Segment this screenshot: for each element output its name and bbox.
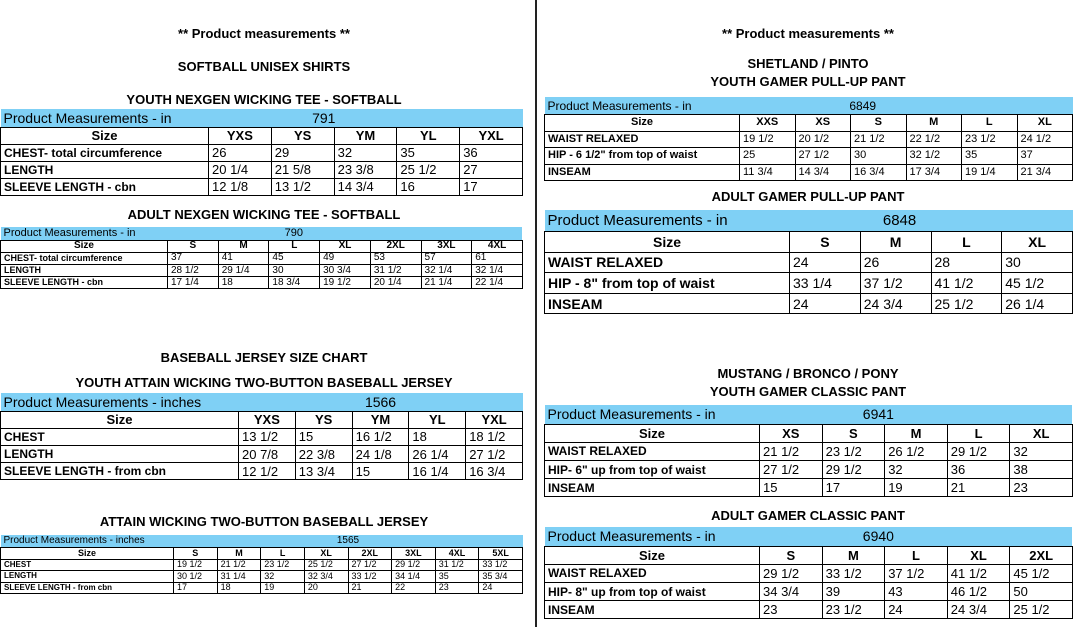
table-cell: 14 3/4: [334, 178, 397, 195]
adult-classic-title: ADULT GAMER CLASSIC PANT: [711, 508, 905, 523]
table-cell: 23: [1010, 479, 1073, 497]
table-row: [1, 559, 523, 571]
table-cell: 18: [217, 582, 261, 594]
table-cell: 36: [947, 461, 1010, 479]
size-column-header: XL: [320, 240, 371, 252]
size-column-header: YS: [295, 411, 352, 428]
column-divider: [535, 0, 537, 627]
table-cell: 33 1/4: [790, 273, 861, 294]
table-cell: 22 1/2: [906, 131, 962, 148]
size-column-header: 2XL: [348, 548, 392, 560]
table-cell: 26 1/4: [409, 446, 466, 463]
row-label: WAIST RELAXED: [545, 131, 740, 148]
table-cell: 21: [348, 582, 392, 594]
row-label: SLEEVE LENGTH - cbn: [1, 277, 168, 289]
table-cell: 23: [760, 601, 823, 619]
size-column-header: YXS: [209, 127, 272, 144]
size-column-header: M: [860, 232, 931, 253]
table-cell: 37 1/2: [885, 564, 948, 582]
shetland-section-title: SHETLAND / PINTO: [747, 56, 869, 71]
table-cell: 24: [479, 582, 523, 594]
row-label: CHEST- total circumference: [1, 144, 209, 161]
table-cell: 46 1/2: [947, 583, 1010, 601]
table-row: [1, 463, 523, 480]
size-column-header: XL: [304, 548, 348, 560]
table-row: [545, 564, 1073, 582]
table-row: [1, 571, 523, 583]
size-column-header: XL: [1010, 424, 1073, 442]
size-column-header: YXL: [466, 411, 523, 428]
size-header: Size: [1, 240, 168, 252]
table-row: [545, 583, 1073, 601]
table-cell: 36: [460, 144, 523, 161]
table-cell: 20 7/8: [239, 446, 296, 463]
table-cell: 21 1/2: [851, 131, 907, 148]
table-cell: 28 1/2: [168, 265, 219, 277]
row-label: WAIST RELAXED: [545, 252, 790, 273]
table-row: [545, 479, 1073, 497]
table-cell: 23 1/2: [962, 131, 1018, 148]
table-cell: 37: [1017, 148, 1073, 165]
row-label: CHEST: [1, 428, 239, 445]
size-column-header: S: [822, 424, 885, 442]
product-code: 1566: [239, 393, 523, 411]
size-column-header: M: [217, 548, 261, 560]
size-column-header: S: [790, 232, 861, 253]
size-header: Size: [1, 548, 174, 560]
size-header: Size: [545, 424, 760, 442]
adult-pullup-title: ADULT GAMER PULL-UP PANT: [711, 189, 905, 204]
table-cell: 32 1/2: [906, 148, 962, 165]
table-cell: 23 3/8: [334, 161, 397, 178]
table-cell: 16 1/2: [352, 428, 409, 445]
table-cell: 33 1/2: [822, 564, 885, 582]
table-cell: 29: [271, 144, 334, 161]
size-column-header: 5XL: [479, 548, 523, 560]
table-cell: 22 3/8: [295, 446, 352, 463]
table-cell: 15: [760, 479, 823, 497]
table-cell: 18: [409, 428, 466, 445]
size-column-header: 2XL: [370, 240, 421, 252]
table-cell: 45: [269, 252, 320, 264]
table-row: [545, 273, 1073, 294]
row-label: WAIST RELAXED: [545, 564, 760, 582]
table-cell: 24 1/8: [352, 446, 409, 463]
size-column-header: S: [168, 240, 219, 252]
youth-nexgen-title: YOUTH NEXGEN WICKING TEE - SOFTBALL: [126, 92, 402, 107]
size-column-header: YL: [397, 127, 460, 144]
table-cell: 29 1/2: [392, 559, 436, 571]
size-column-header: 3XL: [392, 548, 436, 560]
table-cell: 34 1/4: [392, 571, 436, 583]
adult-classic-table-grid: [544, 527, 1073, 619]
size-header: Size: [1, 411, 239, 428]
table-row: [545, 131, 1073, 148]
table-cell: 21: [947, 479, 1010, 497]
table-cell: 24: [790, 252, 861, 273]
table-cell: 29 1/4: [218, 265, 269, 277]
table-cell: 61: [472, 252, 523, 264]
table-cell: 29 1/2: [760, 564, 823, 582]
table-row: [545, 148, 1073, 165]
size-column-header: S: [174, 548, 218, 560]
table-cell: 16 3/4: [851, 164, 907, 181]
pm-label: Product Measurements - in: [1, 109, 209, 127]
table-cell: 19: [885, 479, 948, 497]
size-header: Size: [545, 115, 740, 132]
table-cell: 31 1/4: [217, 571, 261, 583]
softball-section-title: SOFTBALL UNISEX SHIRTS: [177, 59, 351, 74]
youth-attain-title: YOUTH ATTAIN WICKING TWO-BUTTON BASEBALL JERSEY: [75, 375, 453, 390]
size-column-header: L: [931, 232, 1002, 253]
size-header: Size: [545, 232, 790, 253]
table-cell: 23: [435, 582, 479, 594]
size-column-header: YXS: [239, 411, 296, 428]
row-label: HIP- 8" up from top of waist: [545, 583, 760, 601]
table-cell: 21 3/4: [1017, 164, 1073, 181]
table-cell: 27 1/2: [760, 461, 823, 479]
adult-nexgen-table-grid: [0, 227, 523, 289]
size-column-header: XL: [947, 546, 1010, 564]
row-label: WAIST RELAXED: [545, 442, 760, 460]
table-cell: 17 1/4: [168, 277, 219, 289]
table-cell: 19: [261, 582, 305, 594]
table-cell: 21 1/4: [421, 277, 472, 289]
size-column-header: YS: [271, 127, 334, 144]
table-cell: 24 3/4: [860, 293, 931, 314]
table-cell: 17: [822, 479, 885, 497]
table-cell: 24: [885, 601, 948, 619]
table-cell: 19 1/2: [740, 131, 796, 148]
table-cell: 32 1/4: [472, 265, 523, 277]
size-column-header: L: [269, 240, 320, 252]
table-cell: 28: [931, 252, 1002, 273]
youth-pullup-title: YOUTH GAMER PULL-UP PANT: [710, 74, 906, 89]
size-column-header: XS: [795, 115, 851, 132]
table-cell: 18 3/4: [269, 277, 320, 289]
table-row: [1, 178, 523, 195]
table-cell: 24 1/2: [1017, 131, 1073, 148]
table-row: [545, 164, 1073, 181]
table-cell: 41 1/2: [947, 564, 1010, 582]
attain-table-grid: [0, 535, 523, 594]
table-cell: 27: [460, 161, 523, 178]
row-label: SLEEVE LENGTH - cbn: [1, 178, 209, 195]
table-cell: 49: [320, 252, 371, 264]
table-cell: 31 1/2: [435, 559, 479, 571]
table-cell: 12 1/2: [239, 463, 296, 480]
size-column-header: YM: [352, 411, 409, 428]
row-label: INSEAM: [545, 293, 790, 314]
table-cell: 57: [421, 252, 472, 264]
table-row: [1, 252, 523, 264]
product-code: 6849: [740, 97, 1073, 115]
table-cell: 26: [860, 252, 931, 273]
table-cell: 25 1/2: [1010, 601, 1073, 619]
table-cell: 19 1/2: [174, 559, 218, 571]
table-cell: 11 3/4: [740, 164, 796, 181]
table-cell: 20 1/2: [795, 131, 851, 148]
table-cell: 21 5/8: [271, 161, 334, 178]
table-cell: 30: [269, 265, 320, 277]
row-label: CHEST: [1, 559, 174, 571]
table-cell: 26 1/2: [885, 442, 948, 460]
table-cell: 27 1/2: [348, 559, 392, 571]
table-cell: 35: [397, 144, 460, 161]
table-cell: 32: [261, 571, 305, 583]
pm-label: Product Measurements - inches: [1, 393, 239, 411]
table-cell: 33 1/2: [348, 571, 392, 583]
table-cell: 24: [790, 293, 861, 314]
adult-nexgen-title: ADULT NEXGEN WICKING TEE - SOFTBALL: [127, 207, 401, 222]
table-cell: 23 1/2: [822, 442, 885, 460]
row-label: HIP- 6" up from top of waist: [545, 461, 760, 479]
table-cell: 13 1/2: [271, 178, 334, 195]
table-cell: 41: [218, 252, 269, 264]
table-row: [1, 582, 523, 594]
row-label: LENGTH: [1, 446, 239, 463]
table-cell: 19 1/2: [320, 277, 371, 289]
pm-label: Product Measurements - in: [545, 97, 740, 115]
table-cell: 18 1/2: [466, 428, 523, 445]
table-cell: 25 1/2: [304, 559, 348, 571]
table-cell: 32: [1010, 442, 1073, 460]
size-header: Size: [1, 127, 209, 144]
table-cell: 20: [304, 582, 348, 594]
table-cell: 29 1/2: [947, 442, 1010, 460]
size-column-header: L: [885, 546, 948, 564]
table-cell: 30 1/2: [174, 571, 218, 583]
table-cell: 30 3/4: [320, 265, 371, 277]
product-code: 1565: [174, 535, 523, 548]
size-column-header: 4XL: [435, 548, 479, 560]
table-row: [545, 293, 1073, 314]
table-cell: 43: [885, 583, 948, 601]
size-column-header: M: [822, 546, 885, 564]
table-cell: 41 1/2: [931, 273, 1002, 294]
table-cell: 31 1/2: [370, 265, 421, 277]
table-cell: 26 1/4: [1002, 293, 1073, 314]
table-cell: 22: [392, 582, 436, 594]
table-row: [1, 428, 523, 445]
youth-pullup-table-grid: [544, 97, 1073, 181]
table-cell: 30: [851, 148, 907, 165]
table-cell: 16 1/4: [409, 463, 466, 480]
table-cell: 13 3/4: [295, 463, 352, 480]
table-row: [1, 277, 523, 289]
table-cell: 15: [352, 463, 409, 480]
row-label: LENGTH: [1, 161, 209, 178]
table-cell: 12 1/8: [209, 178, 272, 195]
table-cell: 37 1/2: [860, 273, 931, 294]
table-cell: 14 3/4: [795, 164, 851, 181]
table-cell: 27 1/2: [795, 148, 851, 165]
row-label: HIP - 6 1/2" from top of waist: [545, 148, 740, 165]
table-cell: 53: [370, 252, 421, 264]
youth-classic-table-grid: [544, 405, 1073, 497]
table-cell: 21 1/2: [217, 559, 261, 571]
size-column-header: S: [851, 115, 907, 132]
table-cell: 18: [218, 277, 269, 289]
size-column-header: L: [261, 548, 305, 560]
table-cell: 37: [168, 252, 219, 264]
table-cell: 27 1/2: [466, 446, 523, 463]
youth-nexgen-table-grid: [0, 109, 523, 196]
table-cell: 35: [962, 148, 1018, 165]
table-row: [545, 601, 1073, 619]
pm-label: Product Measurements - in: [545, 527, 760, 546]
row-label: LENGTH: [1, 571, 174, 583]
table-cell: 45 1/2: [1010, 564, 1073, 582]
table-row: [545, 461, 1073, 479]
row-label: HIP - 8" from top of waist: [545, 273, 790, 294]
attain-title: ATTAIN WICKING TWO-BUTTON BASEBALL JERSEY: [99, 514, 429, 529]
table-cell: 21 1/2: [760, 442, 823, 460]
row-label: SLEEVE LENGTH - from cbn: [1, 582, 174, 594]
size-header: Size: [545, 546, 760, 564]
table-cell: 20 1/4: [209, 161, 272, 178]
size-column-header: XXS: [740, 115, 796, 132]
product-code: 6848: [790, 210, 1073, 232]
size-column-header: 4XL: [472, 240, 523, 252]
row-label: INSEAM: [545, 479, 760, 497]
table-cell: 23 1/2: [261, 559, 305, 571]
table-cell: 24 3/4: [947, 601, 1010, 619]
table-cell: 16: [397, 178, 460, 195]
size-column-header: YL: [409, 411, 466, 428]
table-cell: 33 1/2: [479, 559, 523, 571]
size-column-header: L: [947, 424, 1010, 442]
table-cell: 25: [740, 148, 796, 165]
size-column-header: YM: [334, 127, 397, 144]
table-row: [545, 252, 1073, 273]
product-code: 790: [168, 227, 523, 240]
row-label: INSEAM: [545, 164, 740, 181]
table-cell: 16 3/4: [466, 463, 523, 480]
size-column-header: 3XL: [421, 240, 472, 252]
table-cell: 38: [1010, 461, 1073, 479]
table-cell: 32: [334, 144, 397, 161]
row-label: LENGTH: [1, 265, 168, 277]
table-cell: 34 3/4: [760, 583, 823, 601]
size-column-header: XL: [1017, 115, 1073, 132]
product-code: 791: [209, 109, 523, 127]
table-cell: 17: [460, 178, 523, 195]
table-cell: 32 3/4: [304, 571, 348, 583]
size-column-header: XS: [760, 424, 823, 442]
table-row: [1, 265, 523, 277]
table-cell: 23 1/2: [822, 601, 885, 619]
table-cell: 50: [1010, 583, 1073, 601]
table-cell: 32 1/4: [421, 265, 472, 277]
adult-pullup-table-grid: [544, 210, 1073, 314]
table-cell: 20 1/4: [370, 277, 421, 289]
table-cell: 22 1/4: [472, 277, 523, 289]
product-code: 6940: [760, 527, 1073, 546]
left-heading: ** Product measurements **: [178, 26, 350, 41]
row-label: INSEAM: [545, 601, 760, 619]
table-cell: 26: [209, 144, 272, 161]
table-cell: 17 3/4: [906, 164, 962, 181]
pm-label: Product Measurements - in: [545, 210, 790, 232]
size-column-header: 2XL: [1010, 546, 1073, 564]
youth-attain-table-grid: [0, 393, 523, 480]
table-row: [1, 446, 523, 463]
table-cell: 30: [1002, 252, 1073, 273]
table-cell: 39: [822, 583, 885, 601]
table-cell: 45 1/2: [1002, 273, 1073, 294]
size-column-header: M: [218, 240, 269, 252]
size-column-header: L: [962, 115, 1018, 132]
size-column-header: M: [906, 115, 962, 132]
table-cell: 35 3/4: [479, 571, 523, 583]
right-heading: ** Product measurements **: [722, 26, 894, 41]
table-cell: 19 1/4: [962, 164, 1018, 181]
table-cell: 35: [435, 571, 479, 583]
row-label: CHEST- total circumference: [1, 252, 168, 264]
table-cell: 17: [174, 582, 218, 594]
table-row: [545, 442, 1073, 460]
table-cell: 13 1/2: [239, 428, 296, 445]
row-label: SLEEVE LENGTH - from cbn: [1, 463, 239, 480]
table-cell: 25 1/2: [931, 293, 1002, 314]
size-column-header: M: [885, 424, 948, 442]
mustang-section-title: MUSTANG / BRONCO / PONY: [717, 366, 899, 381]
product-code: 6941: [760, 405, 1073, 424]
size-column-header: S: [760, 546, 823, 564]
table-cell: 25 1/2: [397, 161, 460, 178]
table-cell: 29 1/2: [822, 461, 885, 479]
table-cell: 32: [885, 461, 948, 479]
pm-label: Product Measurements - in: [1, 227, 168, 240]
pm-label: Product Measurements - in: [545, 405, 760, 424]
table-row: [1, 161, 523, 178]
size-column-header: XL: [1002, 232, 1073, 253]
table-row: [1, 144, 523, 161]
pm-label: Product Measurements - inches: [1, 535, 174, 548]
table-cell: 15: [295, 428, 352, 445]
youth-classic-title: YOUTH GAMER CLASSIC PANT: [709, 384, 907, 399]
baseball-section-title: BASEBALL JERSEY SIZE CHART: [160, 350, 368, 365]
size-column-header: YXL: [460, 127, 523, 144]
